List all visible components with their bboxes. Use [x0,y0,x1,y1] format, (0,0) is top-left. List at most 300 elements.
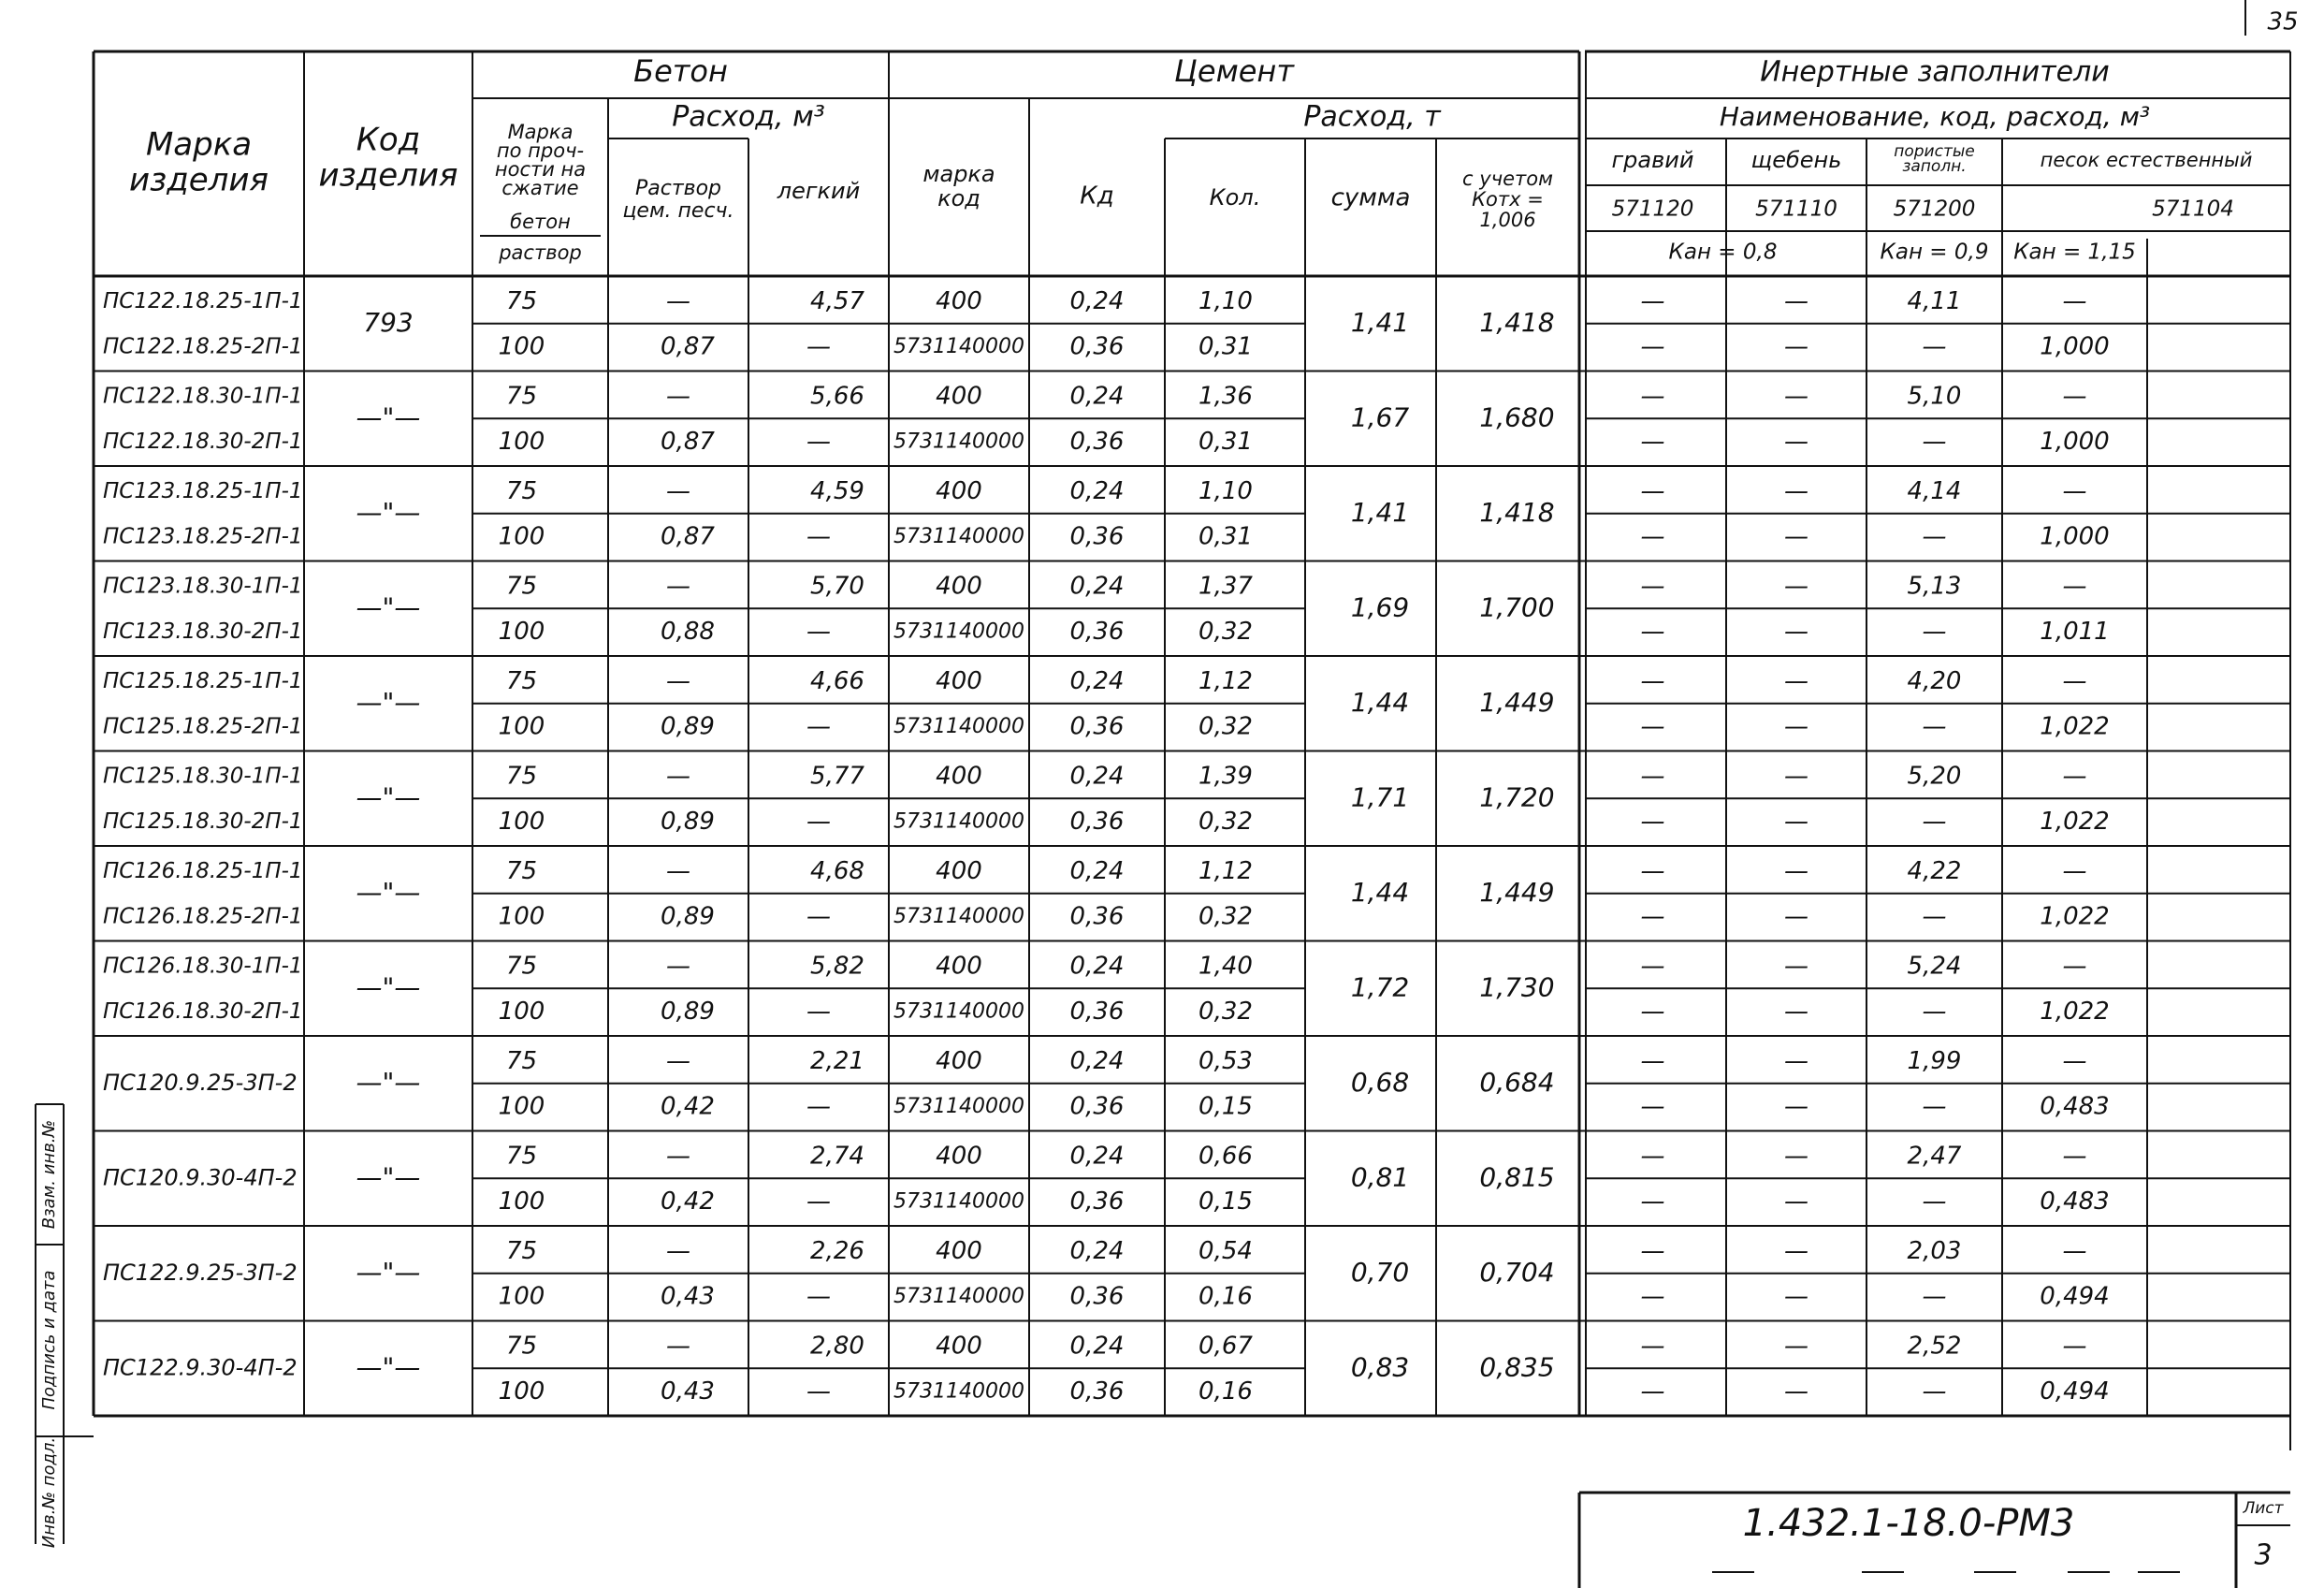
cement-grade: 400 [936,952,982,981]
lightweight-value: 2,74 [810,1142,864,1171]
dash: — [2062,572,2087,601]
dash: — [1640,1046,1665,1075]
dash: — [1784,1377,1808,1406]
header-rastvor: Раствор [634,177,722,200]
sum-value: 1,44 [1350,876,1410,908]
porous-value: 2,52 [1907,1332,1962,1361]
quantity-value: 0,32 [1198,712,1253,741]
header-pesok: песок естественный [2040,149,2253,171]
dash: — [666,286,690,315]
dash: — [806,902,831,931]
sand-value: 1,000 [2040,332,2110,361]
product-mark: ПС125.18.30-1П-1 [103,764,303,789]
adjusted-value: 0,704 [1479,1256,1555,1288]
porous-value: 4,14 [1907,476,1962,505]
mortar-value: 0,87 [661,522,715,551]
kd-value: 0,24 [1069,1142,1125,1171]
sum-value: 1,41 [1350,306,1410,338]
cement-grade: 400 [936,666,982,695]
sum-value: 0,83 [1350,1351,1410,1383]
header-marka-proch: по проч- [496,139,585,162]
product-mark: ПС125.18.25-2П-1 [103,714,303,739]
dash: — [1922,712,1947,741]
dash: — [1922,1187,1947,1216]
dash: — [1640,572,1665,601]
dash: — [2062,1046,2087,1075]
quantity-value: 1,12 [1198,666,1253,695]
kd-value: 0,24 [1069,666,1125,695]
product-code: —"— [356,971,421,1003]
dash: — [806,522,831,551]
dash: — [1784,1187,1808,1216]
product-mark: ПС122.18.25-2П-1 [103,334,303,359]
porous-value: 4,20 [1907,666,1962,695]
dash: — [2062,286,2087,315]
product-mark: ПС126.18.25-1П-1 [103,858,303,883]
lightweight-value: 5,70 [810,572,864,601]
dash: — [1784,712,1808,741]
kd-value: 0,36 [1069,1282,1125,1311]
header-kan-1: Кан = 0,8 [1668,240,1778,265]
cement-code: 5731140000 [893,809,1024,834]
concrete-grade: 100 [498,808,545,837]
product-mark: ПС126.18.25-2П-1 [103,904,303,929]
dash: — [1922,998,1947,1027]
dash: — [1784,332,1808,361]
dash: — [2062,476,2087,505]
cement-code: 5731140000 [893,715,1024,739]
dash: — [806,618,831,647]
kd-value: 0,36 [1069,712,1125,741]
quantity-value: 0,31 [1198,428,1253,457]
adjusted-value: 1,418 [1479,496,1555,528]
concrete-grade: 100 [498,522,545,551]
quantity-value: 1,36 [1198,382,1253,411]
dash: — [1922,618,1947,647]
product-code: —"— [356,1256,421,1288]
mortar-value: 0,89 [661,998,715,1027]
dash: — [1784,998,1808,1027]
adjusted-value: 0,684 [1479,1066,1555,1098]
lightweight-value: 2,26 [810,1236,864,1265]
header-marka-proch: Марка [507,121,574,143]
dash: — [1784,428,1808,457]
dash: — [1784,1282,1808,1311]
product-mark: ПС122.18.25-1П-1 [103,288,303,313]
dash: — [666,476,690,505]
dash: — [666,1046,690,1075]
kd-value: 0,36 [1069,1092,1125,1121]
cement-code: 5731140000 [893,1189,1024,1214]
dash: — [1784,952,1808,981]
dash: — [1784,382,1808,411]
concrete-grade: 75 [505,572,538,601]
quantity-value: 0,54 [1198,1236,1253,1265]
header-kol: Кол. [1209,184,1261,211]
header-marka-proch: сжатие [501,177,579,199]
porous-value: 2,47 [1907,1142,1962,1171]
side-label-podpis: Подпись и дата [39,1270,59,1410]
header-rastvor-label: раствор [499,241,582,264]
kd-value: 0,36 [1069,428,1125,457]
sand-value: 0,483 [2040,1092,2110,1121]
product-mark: ПС126.18.30-2П-1 [103,999,303,1025]
quantity-value: 0,32 [1198,808,1253,837]
product-mark: ПС125.18.25-1П-1 [103,668,303,693]
dash: — [1640,1142,1665,1171]
dash: — [1784,1046,1808,1075]
dash: — [666,1236,690,1265]
dash: — [2062,1332,2087,1361]
concrete-grade: 75 [505,1236,538,1265]
dash: — [1640,1236,1665,1265]
header-kd: Кд [1080,182,1114,211]
cement-grade: 400 [936,1046,982,1075]
mortar-value: 0,87 [661,332,715,361]
sum-value: 1,67 [1350,401,1410,433]
sand-value: 0,483 [2040,1187,2110,1216]
quantity-value: 0,31 [1198,522,1253,551]
quantity-value: 0,16 [1198,1377,1253,1406]
sum-value: 1,72 [1350,971,1410,1003]
kd-value: 0,36 [1069,808,1125,837]
table-text [39,8,2299,1572]
mortar-value: 0,89 [661,902,715,931]
kd-value: 0,36 [1069,522,1125,551]
header-marka-proch: ности на [494,158,587,181]
header-kan-3: Кан = 1,15 [2013,240,2136,265]
lightweight-value: 2,80 [810,1332,864,1361]
cement-grade: 400 [936,856,982,885]
quantity-value: 1,10 [1198,286,1253,315]
header-marka: изделия [129,161,269,199]
lightweight-value: 4,59 [810,476,864,505]
product-mark: ПС120.9.30-4П-2 [103,1164,298,1191]
kd-value: 0,24 [1069,952,1125,981]
side-label-vzam: Взам. инв.№ [39,1119,59,1230]
sheet-label: Лист [2243,1499,2284,1518]
dash: — [1640,712,1665,741]
header-marka-kod: код [937,185,980,211]
lightweight-value: 5,82 [810,952,864,981]
cement-code: 5731140000 [893,1285,1024,1309]
product-mark: ПС123.18.25-2П-1 [103,524,303,549]
dash: — [806,1092,831,1121]
quantity-value: 1,10 [1198,476,1253,505]
dash: — [1640,476,1665,505]
dash: — [1640,1332,1665,1361]
adjusted-value: 1,449 [1479,686,1555,718]
product-mark: ПС122.18.30-1П-1 [103,384,303,409]
sum-value: 0,81 [1350,1161,1410,1193]
dash: — [1640,618,1665,647]
sum-value: 1,44 [1350,686,1410,718]
cement-code: 5731140000 [893,430,1024,454]
concrete-grade: 75 [505,382,538,411]
dash: — [2062,382,2087,411]
product-code: —"— [356,781,421,813]
dash: — [1640,902,1665,931]
porous-value: 5,20 [1907,762,1962,791]
dash: — [1784,286,1808,315]
concrete-grade: 100 [498,1092,545,1121]
cement-code: 5731140000 [893,335,1024,359]
adjusted-value: 0,835 [1479,1351,1555,1383]
porous-value: 5,24 [1907,952,1962,981]
adjusted-value: 1,720 [1479,781,1555,813]
porous-value: 2,03 [1907,1236,1962,1265]
dash: — [806,332,831,361]
kd-value: 0,36 [1069,618,1125,647]
concrete-grade: 100 [498,1282,545,1311]
header-s-uchetom: Котх = [1472,188,1544,211]
dash: — [2062,952,2087,981]
porous-value: 5,13 [1907,572,1962,601]
quantity-value: 1,37 [1198,572,1253,601]
concrete-grade: 100 [498,618,545,647]
porous-value: 4,22 [1907,856,1962,885]
dash: — [2062,666,2087,695]
dash: — [1784,522,1808,551]
sand-value: 1,000 [2040,522,2110,551]
dash: — [1784,762,1808,791]
product-code: —"— [356,1066,421,1098]
dash: — [806,428,831,457]
header-kan-2: Кан = 0,9 [1880,240,1989,265]
cement-code: 5731140000 [893,905,1024,929]
product-mark: ПС120.9.25-3П-2 [103,1069,298,1096]
header-gravy: гравий [1611,147,1694,173]
kd-value: 0,36 [1069,1377,1125,1406]
dash: — [1640,382,1665,411]
dash: — [1922,1377,1947,1406]
header-porist: пористые [1894,142,1975,161]
product-mark: ПС123.18.30-1П-1 [103,574,303,599]
quantity-value: 0,32 [1198,618,1253,647]
dash: — [1784,1236,1808,1265]
concrete-grade: 75 [505,762,538,791]
sum-value: 1,71 [1350,781,1410,813]
mortar-value: 0,42 [661,1092,715,1121]
product-code: —"— [356,1351,421,1383]
quantity-value: 0,15 [1198,1187,1253,1216]
adjusted-value: 1,730 [1479,971,1555,1003]
dash: — [1922,902,1947,931]
dash: — [1922,522,1947,551]
product-code: —"— [356,591,421,623]
cement-code: 5731140000 [893,619,1024,644]
concrete-grade: 75 [505,856,538,885]
kd-value: 0,24 [1069,856,1125,885]
dash: — [1922,428,1947,457]
concrete-grade: 100 [498,428,545,457]
adjusted-value: 1,680 [1479,401,1555,433]
adjusted-value: 0,815 [1479,1161,1555,1193]
dash: — [1640,998,1665,1027]
header-marka-kod: марка [922,161,995,187]
kd-value: 0,24 [1069,1046,1125,1075]
dash: — [1784,1092,1808,1121]
product-mark: ПС123.18.25-1П-1 [103,478,303,503]
sheet-number: 3 [2254,1538,2273,1572]
quantity-value: 0,32 [1198,902,1253,931]
concrete-grade: 75 [505,286,538,315]
dash: — [2062,856,2087,885]
sand-value: 0,494 [2040,1282,2110,1311]
sand-value: 0,494 [2040,1377,2110,1406]
kd-value: 0,36 [1069,902,1125,931]
product-code: —"— [356,401,421,433]
dash: — [2062,1236,2087,1265]
cement-grade: 400 [936,1236,982,1265]
kd-value: 0,24 [1069,1332,1125,1361]
dash: — [806,1187,831,1216]
product-code: —"— [356,1161,421,1193]
sum-value: 1,69 [1350,591,1410,623]
dash: — [1640,856,1665,885]
product-mark: ПС122.18.30-2П-1 [103,430,303,455]
cement-code: 5731140000 [893,1095,1024,1119]
product-code: —"— [356,876,421,908]
quantity-value: 1,12 [1198,856,1253,885]
product-code: 793 [363,306,414,338]
header-s-uchetom: с учетом [1462,168,1553,190]
mortar-value: 0,88 [661,618,715,647]
doc-code: 1.432.1-18.0-РМ3 [1742,1502,2075,1545]
concrete-grade: 75 [505,666,538,695]
cement-code: 5731140000 [893,999,1024,1024]
mortar-value: 0,89 [661,712,715,741]
dash: — [806,1282,831,1311]
kd-value: 0,24 [1069,286,1125,315]
dash: — [1640,1092,1665,1121]
concrete-grade: 100 [498,332,545,361]
dash: — [1640,332,1665,361]
header-rashod-t: Расход, т [1303,100,1441,134]
header-rashod-m3: Расход, м³ [672,100,825,134]
sand-value: 1,000 [2040,428,2110,457]
header-cement: Цемент [1174,53,1294,89]
product-mark: ПС122.9.30-4П-2 [103,1354,298,1381]
dash: — [1784,476,1808,505]
side-label-inv: Инв.№ подл. [39,1436,59,1549]
sum-value: 0,68 [1350,1066,1410,1098]
quantity-value: 0,53 [1198,1046,1253,1075]
porous-value: 1,99 [1907,1046,1962,1075]
dash: — [1640,762,1665,791]
dash: — [1640,808,1665,837]
dash: — [666,762,690,791]
kd-value: 0,36 [1069,998,1125,1027]
header-marka: Марка [145,125,253,164]
concrete-grade: 100 [498,998,545,1027]
kd-value: 0,36 [1069,332,1125,361]
header-code-sheben: 571110 [1755,197,1837,222]
header-summa: сумма [1330,183,1411,212]
dash: — [1640,952,1665,981]
adjusted-value: 1,418 [1479,306,1555,338]
dash: — [1784,856,1808,885]
dash: — [1640,428,1665,457]
dash: — [806,712,831,741]
kd-value: 0,36 [1069,1187,1125,1216]
product-mark: ПС125.18.30-2П-1 [103,809,303,835]
dash: — [1640,1282,1665,1311]
sand-value: 1,011 [2040,618,2110,647]
header-code-porist: 571200 [1893,197,1976,222]
header-rastvor: цем. песч. [622,199,734,223]
kd-value: 0,24 [1069,382,1125,411]
kd-value: 0,24 [1069,476,1125,505]
porous-value: 4,11 [1907,286,1962,315]
sand-value: 1,022 [2040,998,2110,1027]
dash: — [1922,332,1947,361]
lightweight-value: 5,66 [810,382,864,411]
product-mark: ПС123.18.30-2П-1 [103,619,303,645]
sum-value: 1,41 [1350,496,1410,528]
quantity-value: 0,31 [1198,332,1253,361]
dash: — [666,382,690,411]
header-kod: Код [356,121,421,159]
header-naimenovanie: Наименование, код, расход, м³ [1719,101,2151,132]
header-code-pesok: 571104 [2152,197,2234,222]
lightweight-value: 4,66 [810,666,864,695]
product-code: —"— [356,686,421,718]
quantity-value: 0,67 [1198,1332,1253,1361]
header-inert: Инертные заполнители [1760,55,2110,89]
product-code: —"— [356,496,421,528]
dash: — [666,666,690,695]
dash: — [666,856,690,885]
cement-code: 5731140000 [893,1379,1024,1404]
dash: — [806,1377,831,1406]
concrete-grade: 75 [505,952,538,981]
mortar-value: 0,87 [661,428,715,457]
dash: — [806,998,831,1027]
quantity-value: 1,39 [1198,762,1253,791]
dash: — [666,952,690,981]
lightweight-value: 4,68 [810,856,864,885]
header-kod: изделия [318,156,458,195]
dash: — [1640,1377,1665,1406]
cement-grade: 400 [936,286,982,315]
mortar-value: 0,43 [661,1282,715,1311]
dash: — [2062,762,2087,791]
cement-code: 5731140000 [893,525,1024,549]
lightweight-value: 2,21 [810,1046,864,1075]
dash: — [2062,1142,2087,1171]
dash: — [1640,522,1665,551]
cement-grade: 400 [936,1332,982,1361]
header-porist: заполн. [1902,157,1967,176]
dash: — [1784,618,1808,647]
page-number: 35 [2267,7,2299,36]
kd-value: 0,24 [1069,1236,1125,1265]
cement-grade: 400 [936,762,982,791]
dash: — [1922,1282,1947,1311]
product-mark: ПС126.18.30-1П-1 [103,954,303,979]
lightweight-value: 4,57 [810,286,864,315]
concrete-grade: 100 [498,1377,545,1406]
dash: — [1640,1187,1665,1216]
dash: — [666,572,690,601]
concrete-grade: 100 [498,902,545,931]
sum-value: 0,70 [1350,1256,1410,1288]
header-legkiy: легкий [777,178,861,204]
dash: — [1784,666,1808,695]
quantity-value: 0,32 [1198,998,1253,1027]
concrete-grade: 75 [505,1332,538,1361]
